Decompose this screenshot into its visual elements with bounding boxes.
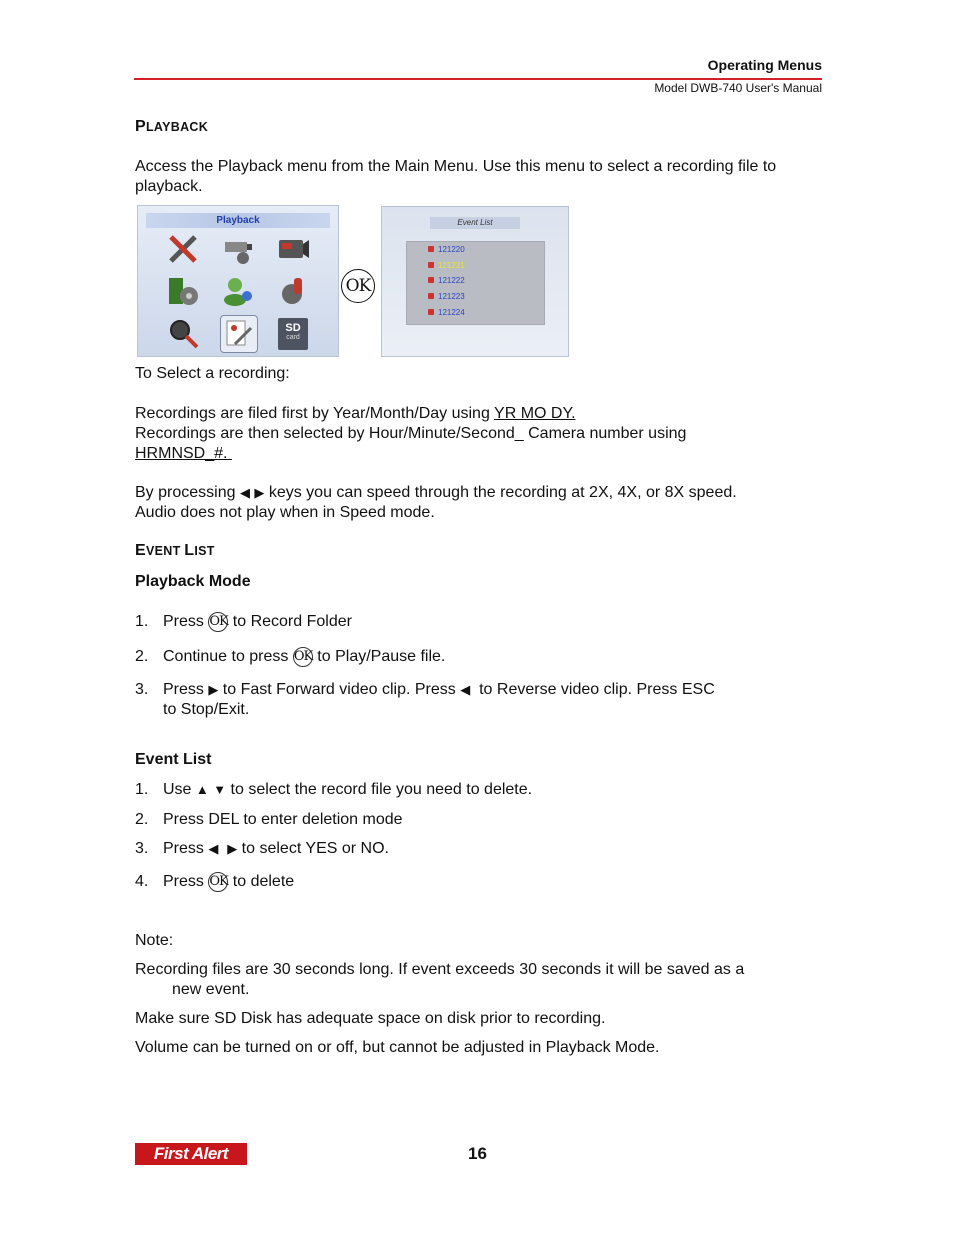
page-number: 16 [468,1144,487,1163]
right-arrow-icon: ▶ [227,841,238,856]
playback-intro: Access the Playback menu from the Main Menu. Use this menu to select a recording file to playback. [135,158,777,195]
event-step-4: 4. Press OK to delete [135,873,295,890]
playback-step-3: 3. Press ▶ to Fast Forward video clip. Press ◀ to Reverse video clip. Press ESC to Stop/Exit. [135,681,715,718]
network-user-icon [221,274,255,308]
playback-mode-title: Playback Mode [135,573,251,590]
left-arrow-icon: ◀ [208,841,219,856]
event-file-icon [428,277,434,283]
note-label: Note: [135,932,174,949]
left-arrow-icon: ◀ [239,485,250,500]
playback-document-icon [220,315,258,353]
event-list-item[interactable]: 121223 [428,292,465,301]
filed-paragraph: Recordings are filed first by Year/Month/Day using YR MO DY. Recordings are then selected by Hour/Minute/Second_ Camera number using HRMNSD_#. [135,405,687,462]
video-camera-icon [276,232,310,266]
event-step-2: 2. Press DEL to enter deletion mode [135,811,403,828]
event-list-item[interactable]: 121220 [428,245,465,254]
running-header-title: Operating Menus [707,57,822,73]
ok-icon: OK [208,612,228,632]
right-arrow-icon: ▶ [208,682,219,697]
battery-disk-icon [166,274,200,308]
ok-button-icon: OK [341,269,375,303]
event-list-item[interactable]: 121222 [428,276,465,285]
section-heading-playback: PLAYBACK [135,118,209,135]
note-line-2: Make sure SD Disk has adequate space on disk prior to recording. [135,1010,606,1027]
first-alert-logo: First Alert [135,1143,247,1165]
camera-settings-icon [221,232,255,266]
playback-step-2: 2. Continue to press OK to Play/Pause file. [135,648,446,665]
running-header-subtitle: Model DWB-740 User's Manual [654,81,822,95]
event-list-panel [406,241,545,325]
note-line-1: Recording files are 30 seconds long. If event exceeds 30 seconds it will be saved as a new event. [135,961,745,998]
sd-card-icon: SD card [278,318,308,350]
left-arrow-icon: ◀ [460,682,471,697]
right-arrow-icon: ▶ [254,485,265,500]
alarm-icon [276,274,310,308]
speed-paragraph: By processing ◀ ▶ keys you can speed through the recording at 2X, 4X, or 8X speed. Audio does not play when in Speed mode. [135,484,737,521]
playback-step-1: 1. Press OK to Record Folder [135,613,352,630]
event-file-icon [428,262,434,268]
search-magnifier-icon [166,316,200,350]
ok-icon: OK [293,647,313,667]
header-rule [134,78,822,80]
event-list-item[interactable]: 121224 [428,308,465,317]
event-list-item[interactable]: 121221 [428,261,465,270]
event-list-title: Event List [135,751,212,768]
up-arrow-icon: ▲ [195,782,209,797]
event-file-icon [428,246,434,252]
event-list-screenshot [381,206,569,357]
event-step-1: 1. Use ▲ ▼ to select the record file you need to delete. [135,781,533,798]
note-line-3: Volume can be turned on or off, but cannot be adjusted in Playback Mode. [135,1039,660,1056]
down-arrow-icon: ▼ [213,782,227,797]
event-file-icon [428,293,434,299]
section-heading-event-list: EVENT LIST [135,542,215,559]
tools-icon [166,232,200,266]
playback-menu-screenshot [137,205,339,357]
menu-screen-title: Playback [146,213,330,228]
select-recording-label: To Select a recording: [135,365,290,382]
event-step-3: 3. Press ◀ ▶ to select YES or NO. [135,840,389,857]
ok-icon: OK [208,872,228,892]
event-screen-title: Event List [430,217,520,229]
event-file-icon [428,309,434,315]
